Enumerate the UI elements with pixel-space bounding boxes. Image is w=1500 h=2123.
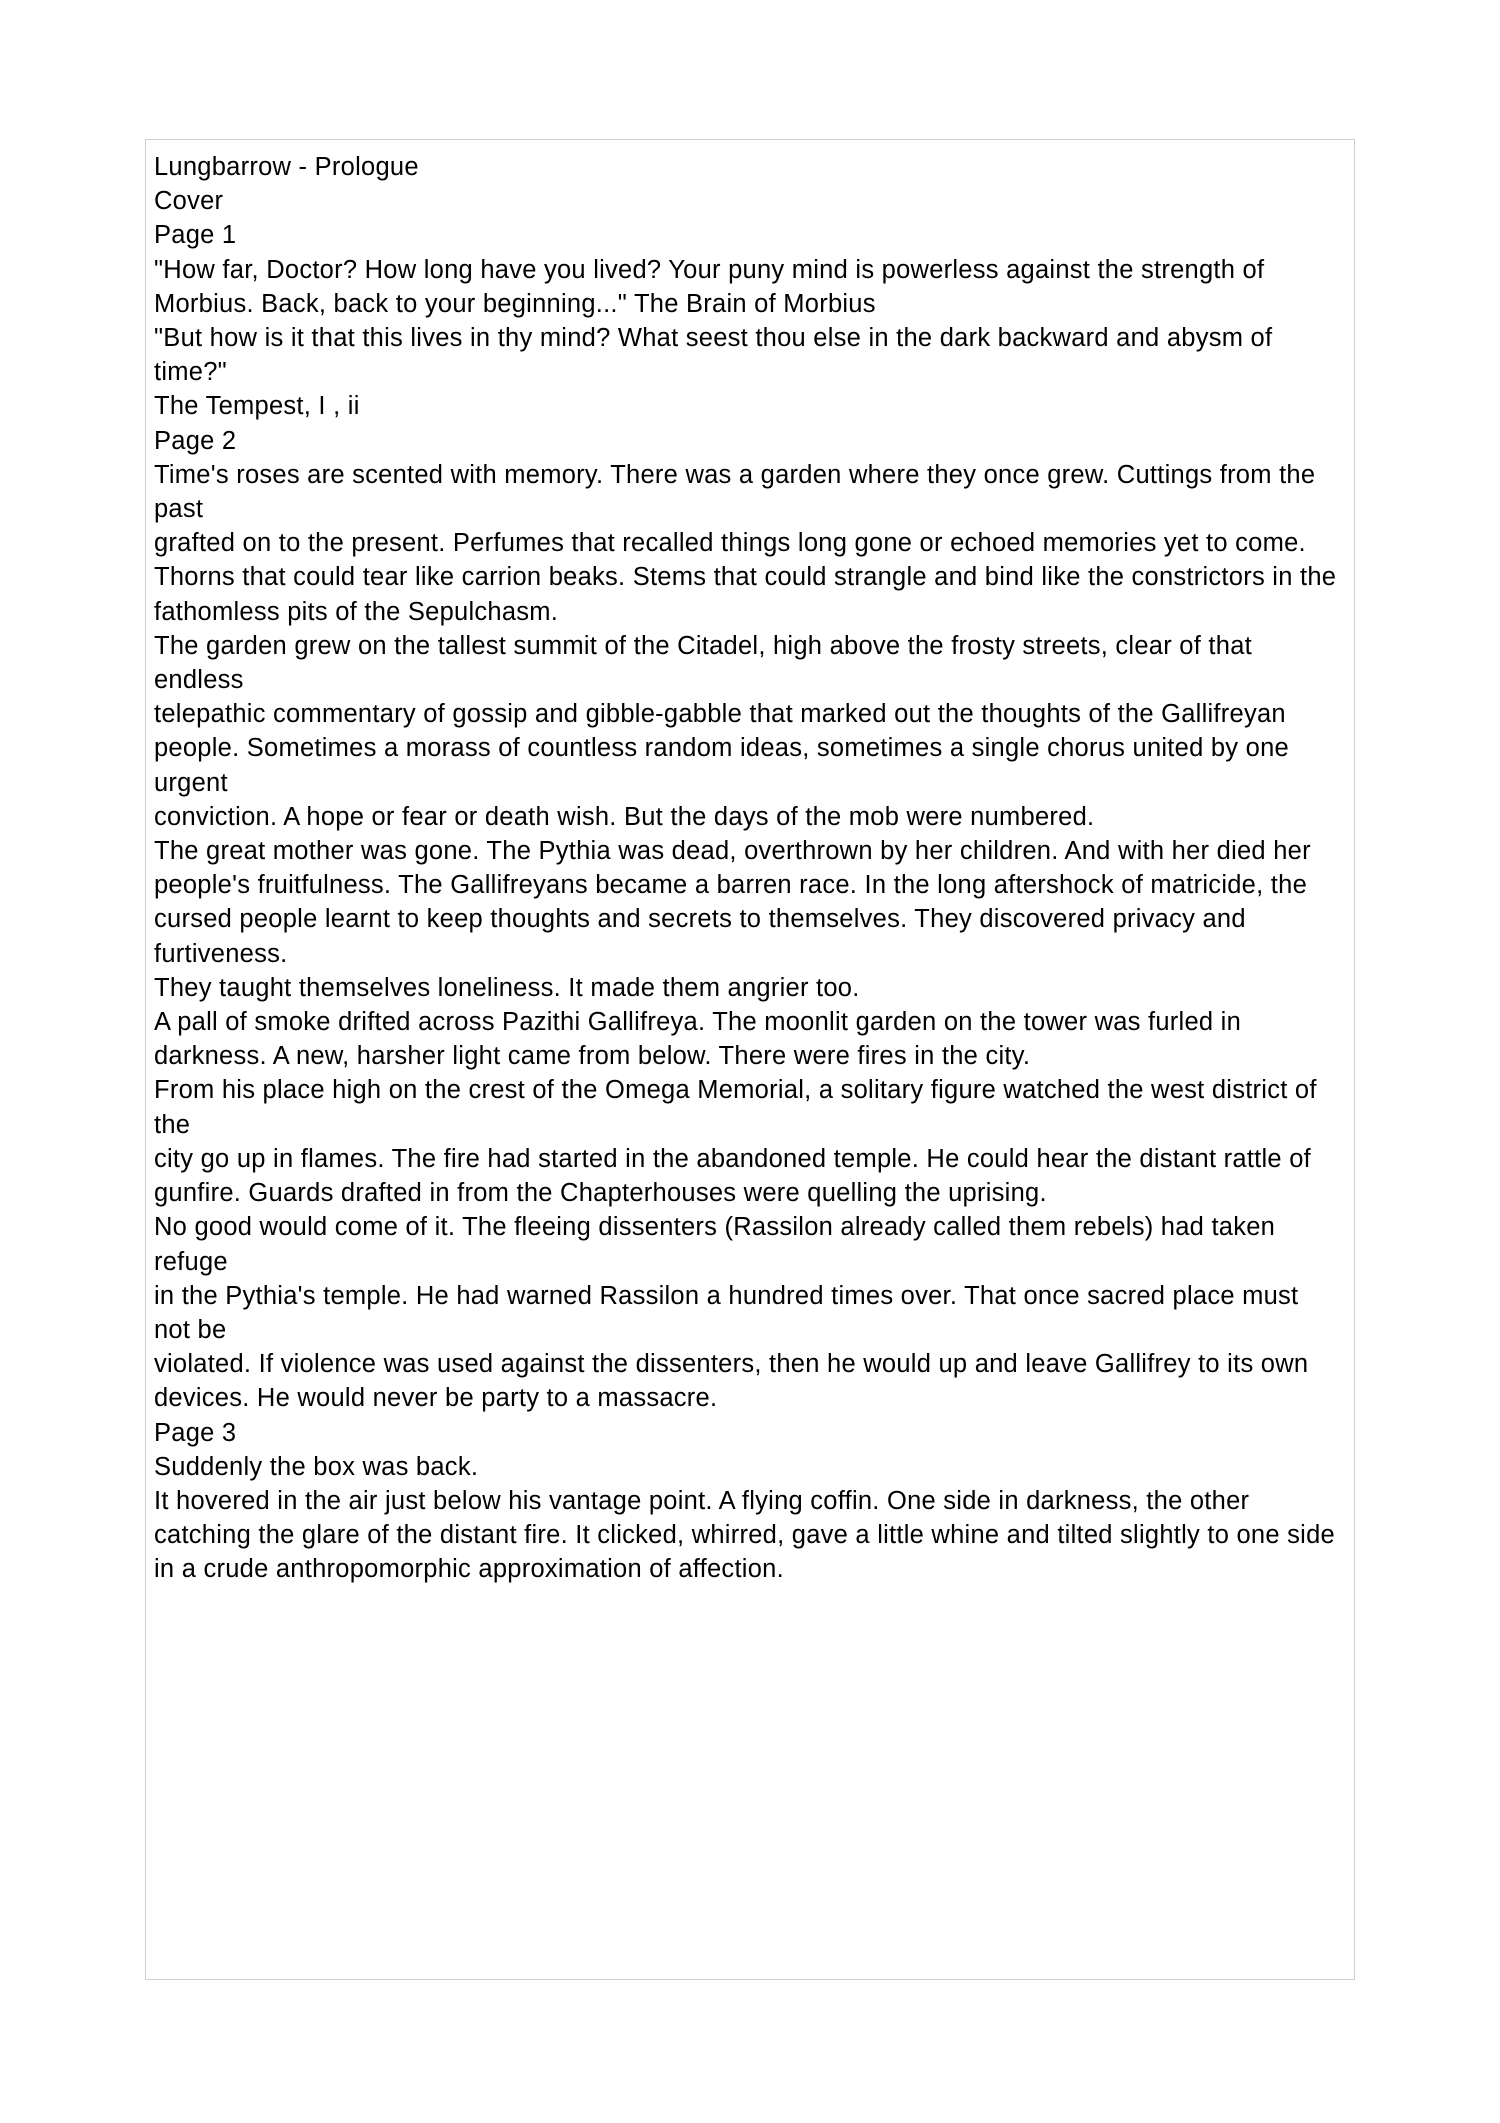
text-line: in the Pythia's temple. He had warned Rassilon a hundred times over. That once sacred place must not be [154,1281,1306,1344]
text-line: city go up in flames. The fire had started in the abandoned temple. He could hear the distant rattle of [154,1144,1311,1173]
text-line: fathomless pits of the Sepulchasm. [154,597,559,626]
text-line: The great mother was gone. The Pythia was dead, overthrown by her children. And with her died her [154,837,1311,866]
text-line: Page 2 [154,426,237,455]
text-line: Suddenly the box was back. [154,1452,479,1481]
text-line: gunfire. Guards drafted in from the Chapterhouses were quelling the uprising. [154,1179,1047,1208]
text-line: people's fruitfulness. The Gallifreyans became a barren race. In the long aftershock of matricide, the [154,871,1308,900]
text-line: Page 1 [154,221,237,250]
text-line: They taught themselves loneliness. It made them angrier too. [154,973,860,1002]
text-line: violated. If violence was used against the dissenters, then he would up and leave Gallifrey to its own [154,1350,1309,1379]
document-page [145,139,1355,1980]
text-line: Thorns that could tear like carrion beaks. Stems that could strangle and bind like the constrictors in the [154,563,1337,592]
text-line: Morbius. Back, back to your beginning..." The Brain of Morbius [154,289,876,318]
text-line: Lungbarrow - Prologue [154,153,419,181]
text-line: devices. He would never be party to a massacre. [154,1384,718,1413]
text-line: Cover [154,187,224,216]
text-line: telepathic commentary of gossip and gibble-gabble that marked out the thoughts of the Gallifreyan [154,700,1286,729]
text-line: darkness. A new, harsher light came from below. There were fires in the city. [154,1042,1031,1071]
text-line: From his place high on the crest of the Omega Memorial, a solitary figure watched the west district of the [154,1076,1325,1139]
text-line: "How far, Doctor? How long have you lived? Your puny mind is powerless against the strength of [154,255,1265,284]
text-line: The Tempest, I , ii [154,392,360,421]
text-line: "But how is it that this lives in thy mind? What seest thou else in the dark backward and abysm of time?" [154,324,1280,387]
text-line: cursed people learnt to keep thoughts and secrets to themselves. They discovered privacy and furtiveness. [154,905,1254,968]
text-line: No good would come of it. The fleeing dissenters (Rassilon already called them rebels) had taken refuge [154,1213,1283,1276]
text-line: A pall of smoke drifted across Pazithi Gallifreya. The moonlit garden on the tower was furled in [154,1008,1242,1037]
document-text-body [146,140,1354,1615]
text-line: people. Sometimes a morass of countless random ideas, sometimes a single chorus united by one urgent [154,734,1297,797]
text-line: grafted on to the present. Perfumes that recalled things long gone or echoed memories yet to come. [154,529,1306,558]
text-line: in a crude anthropomorphic approximation of affection. [154,1555,784,1584]
text-line: catching the glare of the distant fire. It clicked, whirred, gave a little whine and tilted slightly to one side [154,1521,1335,1550]
text-line: Time's roses are scented with memory. There was a garden where they once grew. Cuttings from the past [154,460,1323,524]
text-line: It hovered in the air just below his vantage point. A flying coffin. One side in darkness, the other [154,1486,1250,1515]
text-line: The garden grew on the tallest summit of the Citadel, high above the frosty streets, clear of that endless [154,631,1260,695]
text-line: conviction. A hope or fear or death wish. But the days of the mob were numbered. [154,802,1095,831]
text-line: Page 3 [154,1418,237,1447]
